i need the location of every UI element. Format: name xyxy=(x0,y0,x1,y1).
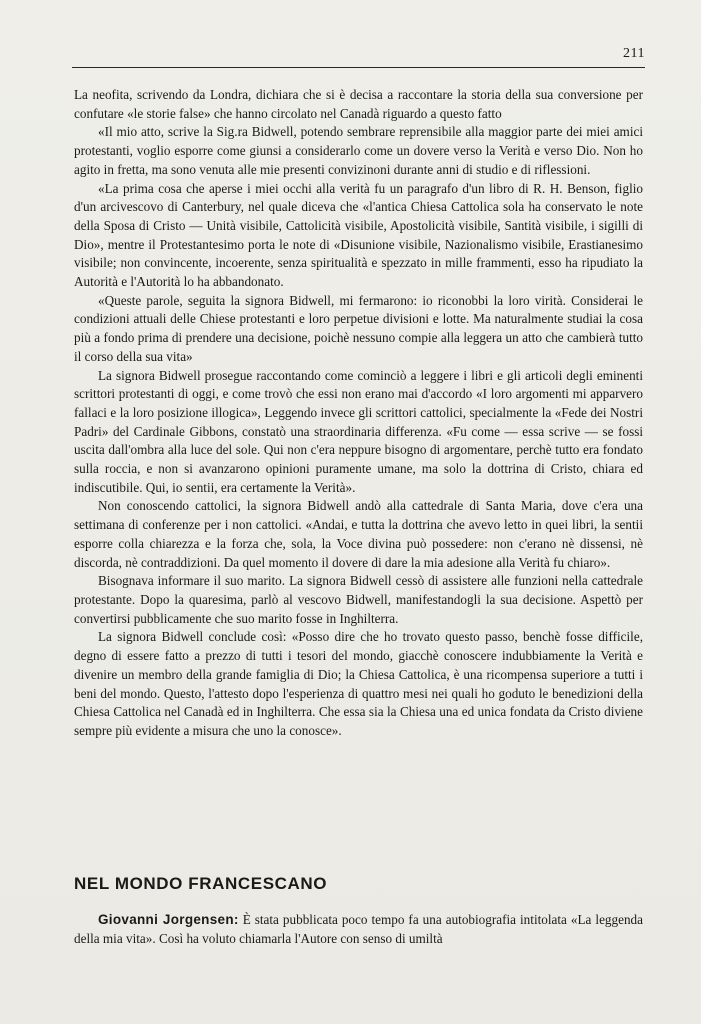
paragraph: Bisognava informare il suo marito. La signora Bidwell cessò di assistere alle funzioni nella cattedrale protestante. Dopo la quaresima, parlò al vescovo Bidwell, manifestandogli la sua decisione. Aspettò per convertirsi pubblicamente che suo marito fosse in Inghilterra. xyxy=(74,573,643,626)
section-lead-text: È stata pubblicata poco tempo fa una autobiografia intitolata «La leggenda della mia vita». Così ha voluto chiamarla l'Autore con senso di umiltà xyxy=(74,912,643,946)
section-heading: NEL MONDO FRANCESCANO xyxy=(74,874,328,893)
paragraph: «Il mio atto, scrive la Sig.ra Bidwell, potendo sembrare reprensibile alla maggior parte dei miei amici protestanti, voglio esporre come giunsi a considerarlo come un dovere verso la Verità e verso Dio. Non ho agito in fretta, ma sono venuta alle mie presenti convizinoni durante anni di studio e di riflessioni. xyxy=(74,124,643,177)
paragraph: La signora Bidwell prosegue raccontando come cominciò a leggere i libri e gli articoli degli eminenti scrittori protestanti di oggi, e come trovò che essi non erano mai d'accordo «I loro argomenti mi apparvero fallaci e la loro posizione illogica», Leggendo invece gli scrittori cattolici, specialmente la «Fede dei Nostri Padri» del Cardinale Gibbons, constatò una straordinaria differenza. «Fu come — essa scrive — se fossi uscita dall'ombra alla luce del sole. Qui non c'era neppure bisogno di argomentare, perchè tutto era fondato sulla roccia, e non si avanzarono opinioni puramente umane, ma solo la dottrina di Cristo, chiara ed indiscutibile. Qui, io sentii, era certamente la Verità». xyxy=(74,367,643,495)
paragraph: La neofita, scrivendo da Londra, dichiara che si è decisa a raccontare la storia della sua conversione per confutare «le storie false» che hanno circolato nel Canadà riguardo a questo fatto xyxy=(74,87,643,121)
paragraph: La signora Bidwell conclude così: «Posso dire che ho trovato questo passo, benchè fosse difficile, degno di essere fatto a prezzo di tutti i tesori del mondo, giacchè conoscere indubbiamente la Verità e divenire un membro della grande famiglia di Dio; la Chiesa Cattolica, è una ricompensa superiore a tutti i beni del mondo. Questo, l'attesto dopo l'esperienza di quattro mesi nei quali ho goduto le benedizioni della Chiesa Cattolica nel Canadà ed in Inghilterra. Che essa sia la Chiesa una ed unica fondata da Cristo diviene sempre più evidente a misura che uno la conosce». xyxy=(74,629,643,738)
paragraph: Non conoscendo cattolici, la signora Bidwell andò alla cattedrale di Santa Maria, dove c'era una settimana di conferenze per i non cattolici. «Andai, e tutta la dottrina che avevo letto in quei libri, la sentii esporre colla chiarezza e la forza che, sola, la Voce divina può possedere: non c'erano nè dissensi, nè discorda, nè contraddizioni. Da quel momento il dovere di dare la mia adesione alla Verità fu chiaro». xyxy=(74,498,643,570)
paragraph: «La prima cosa che aperse i miei occhi alla verità fu un paragrafo d'un libro di R. H. Benson, figlio d'un arcivescovo di Canterbury, nel quale diceva che «l'antica Chiesa Cattolica sola ha conservato le note della Sposa di Cristo — Unità visibile, Cattolicità visibile, Apostolicità visibile, Santità visibile, i sigilli di Dio», mentre il Protestantesimo porta le note di «Disunione visibile, Nazionalismo visibile, Erastianesimo visibile; non convincente, incoerente, senza spiritualità e spezzato in mille frammenti, esso ha ripudiato la Autorità e l'Autorità lo ha abbandonato. xyxy=(74,180,643,290)
article-body xyxy=(74,86,643,741)
page-number: 211 xyxy=(623,46,645,61)
lead-name: Giovanni Jorgensen: xyxy=(98,912,239,927)
section-paragraph xyxy=(74,910,643,948)
header-rule xyxy=(72,67,645,68)
paragraph: «Queste parole, seguita la signora Bidwell, mi fermarono: io riconobbi la loro virità. Considerai le condizioni attuali delle Chiese protestanti e loro perpetue divisioni e lotte. Ma naturalmente studiai la cosa più a fondo prima di prendere una decisione, poichè nessuno compie alla leggera un atto che cambierà tutto il corso della sua vita» xyxy=(74,292,643,364)
